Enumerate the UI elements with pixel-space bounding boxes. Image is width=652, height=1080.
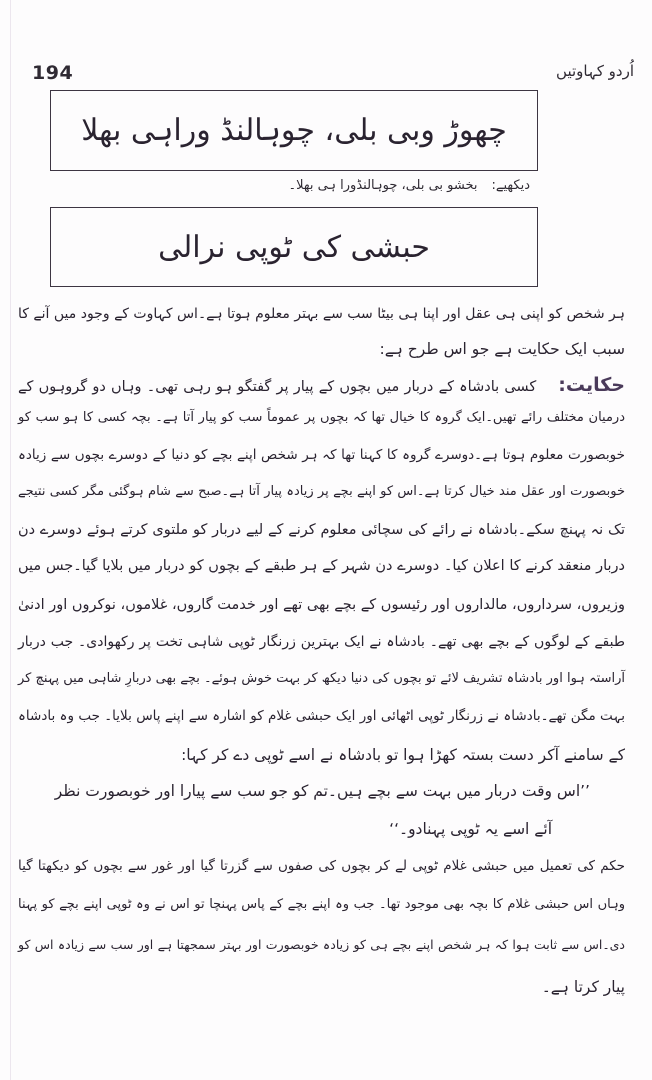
story-line: خوبصورت اور عقل مند خیال کرتا ہے۔اس کو اپنے بچے پر زیادہ پیار آتا ہے۔صبح سے شام ہوگئی مگر کسی نتیجے xyxy=(18,484,625,499)
see-also-label: دیکھیے: xyxy=(491,178,530,193)
closing-line: دی۔اس سے ثابت ہوا کہ ہر شخص اپنے بچے ہی کو زیادہ خوبصورت اور بہتر سمجھتا ہے اور سب سے زیادہ اس کو xyxy=(18,937,625,952)
proverb-title: چھوڑ وبی بلی، چوہالنڈ وراہی بھلا xyxy=(81,113,507,148)
page-number: 194 xyxy=(32,62,74,84)
proverb-title-box-2 xyxy=(50,207,538,287)
proverb-title-box-1 xyxy=(50,90,538,171)
story-line: طبقے کے لوگوں کے بچے بھی تھے۔ بادشاہ نے ایک بہترین زرنگار ٹوپی شاہی تخت پر رکھوادی۔ جب دربار xyxy=(18,634,625,650)
story-line: تک نہ پہنچ سکے۔بادشاہ نے رائے کی سچائی معلوم کرنے کے لیے دربار کو ملتوی کرتے ہوئے دوسرے دن xyxy=(18,522,625,538)
proverb-title: حبشی کی ٹوپی نرالی xyxy=(158,229,430,265)
quote-line: آئے اسے یہ ٹوپی پہنادو۔‘‘ xyxy=(389,820,552,838)
story-line: آراستہ ہوا اور بادشاہ تشریف لائے تو بچوں کی دنیا دیکھ کر بہت خوش ہوئے۔ بچے بھی دربارِ شاہی میں پہنچ کر xyxy=(18,671,625,686)
see-also-text: بخشو بی بلی، چوہالنڈورا ہی بھلا۔ xyxy=(288,178,478,193)
story-line: درمیان مختلف رائے تھیں۔ایک گروہ کا خیال تھا کہ بچوں پر عموماً سب کو پیار آتا ہے۔ بچہ کسی کا ہو سب کو xyxy=(18,410,625,425)
closing-line: حکم کی تعمیل میں حبشی غلام ٹوپی لے کر بچوں کی صفوں سے گزرتا گیا اور غور سے بچوں کو دیکھتا گیا xyxy=(18,858,625,874)
story-line: کے سامنے آکر دست بستہ کھڑا ہوا تو بادشاہ نے اسے ٹوپی دے کر کہا: xyxy=(181,746,625,764)
story-line-first xyxy=(18,374,625,396)
quote-line: ’’اس وقت دربار میں بہت سے بچے ہیں۔تم کو جو سب سے پیارا اور خوبصورت نظر xyxy=(54,782,590,800)
closing-line: پیار کرتا ہے۔ xyxy=(541,978,625,996)
hikayat-label: حکایت: xyxy=(558,374,625,396)
intro-line: ہر شخص کو اپنی ہی عقل اور اپنا ہی بیٹا سب سے بہتر معلوم ہوتا ہے۔اس کہاوت کے وجود میں آنے کا xyxy=(18,306,625,322)
scan-binding-edge xyxy=(10,0,11,1080)
running-head: اُردو کہاوتیں xyxy=(556,62,634,80)
story-line: خوبصورت معلوم ہوتا ہے۔دوسرے گروہ کا کہنا تھا کہ ہر شخص اپنے بچے کو دنیا کے دوسرے بچوں سے زیادہ xyxy=(18,447,625,463)
closing-line: وہاں اس حبشی غلام کا بچہ بھی موجود تھا۔ جب وہ اپنے بچے کے پاس پہنچا تو اس نے وہ ٹوپی اپنے بچے کو پہنا xyxy=(18,897,625,912)
story-text: کسی بادشاہ کے دربار میں بچوں کے پیار پر گفتگو ہو رہی تھی۔ وہاں دو گروہوں کے xyxy=(18,379,537,395)
story-line: وزیروں، سرداروں، مالداروں اور رئیسوں کے بچے بھی تھے اور خدمت گاروں، غلاموں، نوکروں اور ادنیٰ xyxy=(17,597,625,613)
see-also-reference xyxy=(288,178,530,193)
story-line: بہت مگن تھے۔بادشاہ نے زرنگار ٹوپی اٹھائی اور ایک حبشی غلام کو اشارہ سے اپنے پاس بلایا۔ جب وہ بادشاہ xyxy=(18,708,625,724)
story-line: دربار منعقد کرنے کا اعلان کیا۔ دوسرے دن شہر کے ہر طبقے کے بچوں کو دربار میں بلایا گیا۔جس میں xyxy=(18,558,625,574)
intro-line: سبب ایک حکایت ہے جو اس طرح ہے: xyxy=(379,340,625,358)
